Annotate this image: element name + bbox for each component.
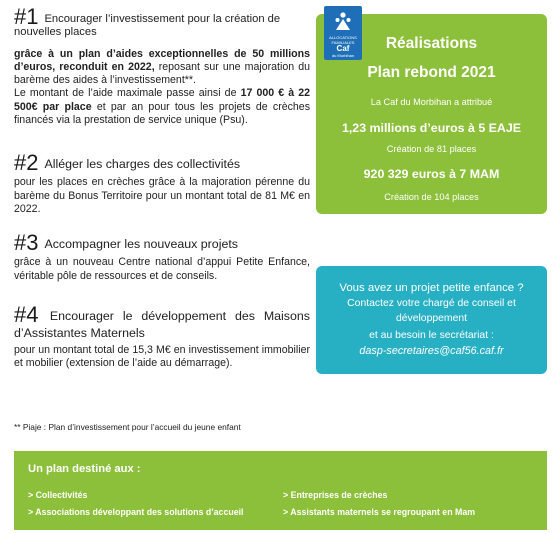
plan-item: > Assistants maternels se regroupant en Mam — [283, 507, 476, 517]
caf-logo-icon — [333, 11, 353, 31]
contact-line-3: développement — [395, 313, 468, 324]
section-4 — [14, 302, 310, 371]
section-number: #1 — [14, 4, 39, 29]
logo-text-4: du Morbihan — [331, 53, 355, 58]
section-1-paragraph-1 — [14, 48, 310, 88]
section-4-body: pour un montant total de 15,3 M€ en investissement immobilier et mobilier (extension de l’aide au démarrage). — [14, 344, 310, 370]
plan-item: > Collectivités — [28, 490, 88, 500]
section-number: #2 — [14, 150, 39, 175]
logo-text-2: FAMILIALES — [331, 40, 355, 45]
section-2-heading — [14, 150, 310, 175]
plan-item: > Entreprises de crèches — [283, 490, 388, 500]
section-2-body: pour les places en crèches grâce à la majoration pérenne du barème du Bonus Territoire pour un montant total de 81 M€ en 2022. — [14, 176, 310, 215]
realisations-amount-1: 1,23 millions d’euros à 5 EAJE — [341, 121, 522, 135]
section-number: #4 — [14, 302, 39, 327]
section-title: Encourager le développement des Maisons d’Assistantes Maternels — [14, 309, 310, 340]
text: reposant sur une majoration du barème des aides à l’investissement**. — [14, 60, 310, 87]
plan-item: > Associations développant des solutions d’accueil — [28, 507, 244, 517]
text: et par an pour tous les projets de crèches financés via la prestation de service unique (Psu). — [14, 100, 310, 127]
section-2 — [14, 150, 310, 216]
realisations-amount-2: 920 329 euros à 7 MAM — [363, 167, 500, 181]
section-1 — [14, 4, 310, 127]
contact-line-4: et au besoin le secrétariat : — [369, 330, 494, 341]
contact-box — [316, 266, 547, 374]
section-1-heading — [14, 4, 310, 40]
contact-line-2: Contactez votre chargé de conseil et — [347, 298, 516, 309]
plan-banner — [14, 451, 547, 530]
section-1-paragraph-2 — [14, 87, 310, 127]
realisations-detail-1: Création de 81 places — [386, 144, 477, 154]
section-3-body: grâce à un nouveau Centre national d’appui Petite Enfance, véritable pôle de ressources et de conseils. — [14, 256, 310, 282]
contact-question: Vous avez un projet petite enfance ? — [339, 282, 524, 294]
section-3-heading — [14, 230, 310, 255]
section-number: #3 — [14, 230, 39, 255]
caf-logo — [324, 6, 362, 60]
section-title: Accompagner les nouveaux projets — [44, 237, 238, 251]
contact-email[interactable]: dasp-secretaires@caf56.caf.fr — [359, 345, 504, 357]
text: Le montant de l’aide maximale passe ainsi de — [14, 87, 241, 100]
logo-text-1: ALLOCATIONS — [329, 35, 357, 40]
logo-text-3: Caf — [336, 44, 350, 53]
emphasis: 17 000 € à 22 500€ par place — [14, 87, 310, 113]
section-3 — [14, 230, 310, 283]
emphasis: grâce à un plan d’aides exceptionnelles de 50 millions d’euros, reconduit en 2022, — [14, 47, 310, 73]
section-title: Encourager l’investissement pour la création de nouvelles places — [14, 13, 281, 39]
footnote: ** Piaje : Plan d’investissement pour l’accueil du jeune enfant — [14, 422, 241, 432]
realisations-intro: La Caf du Morbihan a attribué — [370, 97, 493, 107]
realisations-subtitle: Plan rebond 2021 — [367, 64, 496, 81]
realisations-title: Réalisations — [385, 35, 478, 52]
section-4-heading — [14, 302, 310, 342]
plan-title: Un plan destiné aux : — [28, 463, 141, 475]
realisations-detail-2: Création de 104 places — [384, 192, 479, 202]
section-title: Alléger les charges des collectivités — [44, 157, 241, 171]
